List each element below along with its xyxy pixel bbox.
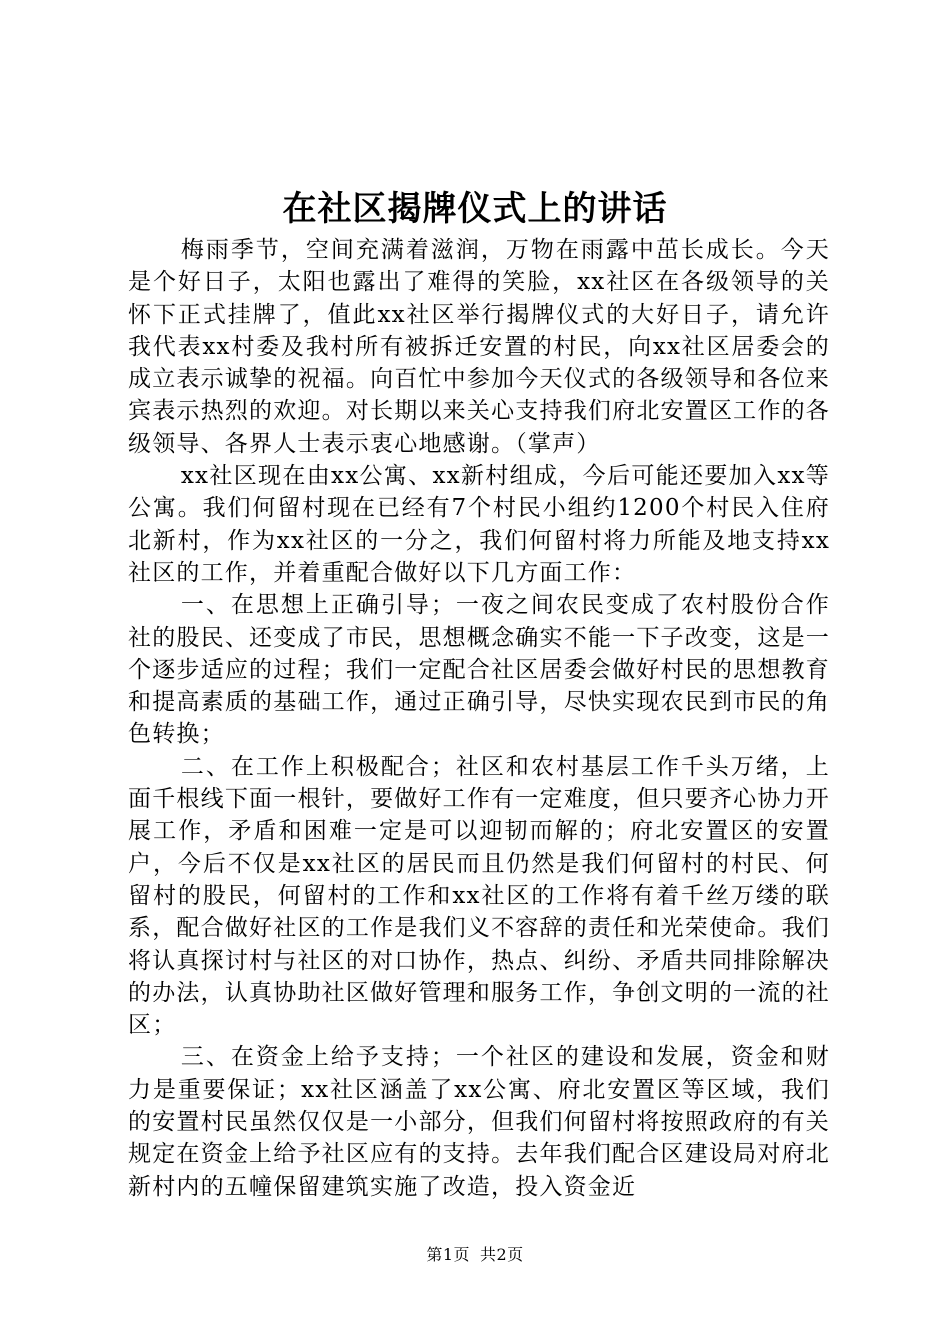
paragraph-opening: 梅雨季节，空间充满着滋润，万物在雨露中茁长成长。今天是个好日子，太阳也露出了难得的笑脸，xx社区在各级领导的关怀下正式挂牌了，值此xx社区举行揭牌仪式的大好日子，请允许我代表xx村委及我村所有被拆迁安置的村民，向xx社区居委会的成立表示诚挚的祝福。向百忙中参加今天仪式的各级领导和各位来宾表示热烈的欢迎。对长期以来关心支持我们府北安置区工作的各级领导、各界人士表示衷心地感谢。（掌声） <box>128 237 830 457</box>
paragraph-point-three: 三、在资金上给予支持；一个社区的建设和发展，资金和财力是重要保证；xx社区涵盖了xx公寓、府北安置区等区域，我们的安置村民虽然仅仅是一小部分，但我们何留村将按照政府的有关规定在资金上给予社区应有的支持。去年我们配合区建设局对府北新村内的五幢保留建筑实施了改造，投入资金近 <box>128 1044 830 1200</box>
document-body <box>128 234 830 1203</box>
page-total: 共2页 <box>480 1245 524 1264</box>
page-number: 第1页 <box>426 1245 470 1264</box>
document-title: 在社区揭牌仪式上的讲话 <box>282 189 668 229</box>
paragraph-point-two: 二、在工作上积极配合；社区和农村基层工作千头万绪，上面千根线下面一根针，要做好工作有一定难度，但只要齐心协力开展工作，矛盾和困难一定是可以迎韧而解的；府北安置区的安置户，今后不仅是xx社区的居民而且仍然是我们何留村的村民、何留村的股民，何留村的工作和xx社区的工作将有着千丝万缕的联系，配合做好社区的工作是我们义不容辞的责任和光荣使命。我们将认真探讨村与社区的对口协作，热点、纠纷、矛盾共同排除解决的办法，认真协助社区做好管理和服务工作，争创文明的一流的社区； <box>128 753 830 1039</box>
page-footer <box>0 1244 950 1266</box>
paragraph-point-one: 一、在思想上正确引导；一夜之间农民变成了农村股份合作社的股民、还变成了市民，思想概念确实不能一下子改变，这是一个逐步适应的过程；我们一定配合社区居委会做好村民的思想教育和提高素质的基础工作，通过正确引导，尽快实现农民到市民的角色转换； <box>128 592 830 748</box>
paragraph-community-intro: xx社区现在由xx公寓、xx新村组成，今后可能还要加入xx等公寓。我们何留村现在已经有7个村民小组约1200个村民入住府北新村，作为xx社区的一分之，我们何留村将力所能及地支持xx社区的工作，并着重配合做好以下几方面工作： <box>128 463 830 586</box>
